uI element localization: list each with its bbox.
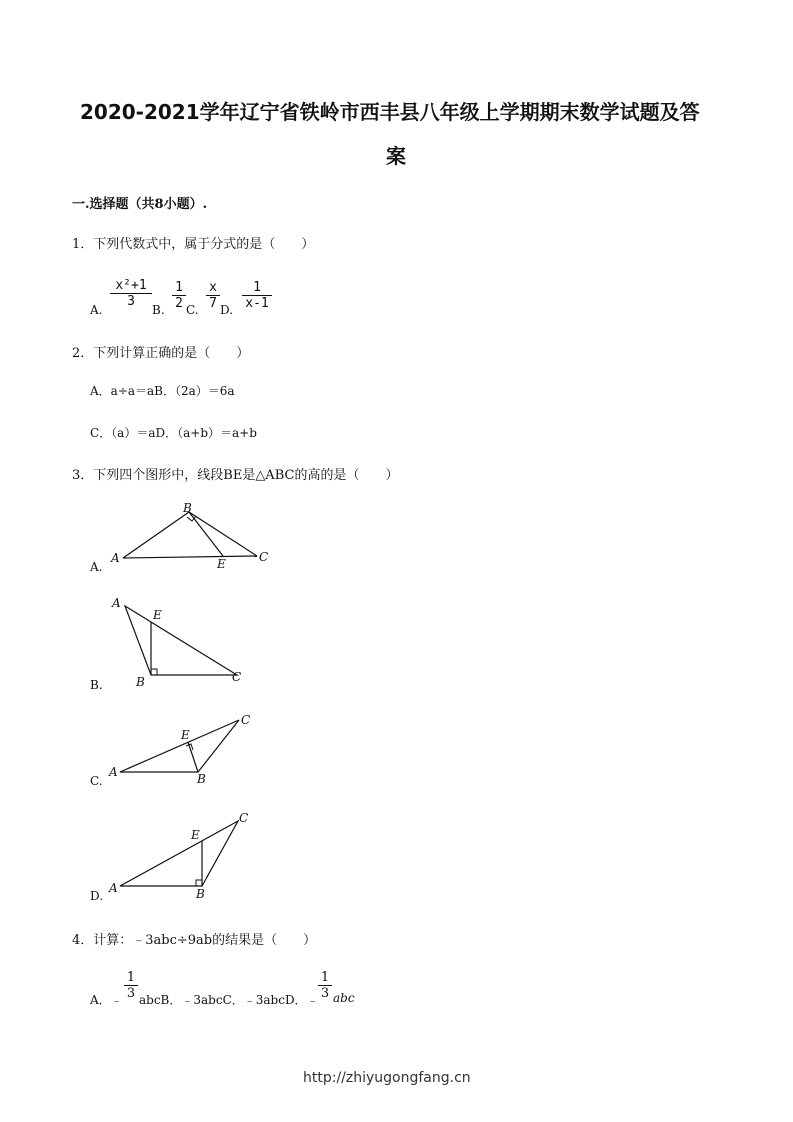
figure-a-label: A.	[90, 560, 103, 574]
option-a-label: A.	[90, 303, 103, 317]
point-a-label: A	[109, 881, 118, 895]
point-e-label: E	[153, 608, 162, 622]
option-d-label: D.	[220, 303, 234, 317]
point-b-label: B	[183, 501, 192, 515]
page-title: 2020-2021学年辽宁省铁岭市西丰县八年级上学期期末数学试题及答	[80, 100, 700, 124]
point-c-label: C	[232, 670, 242, 684]
option-a-fraction: $\frac{1}{3}$	[124, 970, 138, 1002]
question-3-stem: 3．下列四个图形中，线段BE是△ABC的高的是（ ）	[72, 468, 399, 483]
question-2-stem: 2．下列计算正确的是（ ）	[72, 346, 250, 361]
triangle-figure-c	[105, 710, 265, 790]
figure-d-label: D.	[90, 889, 104, 903]
triangle-figure-d	[105, 808, 265, 903]
triangle-figure-b	[105, 593, 255, 693]
option-d-fraction: $\frac{1}{3}$	[318, 970, 332, 1002]
point-c-label: C	[239, 811, 249, 825]
figure-b-label: B.	[90, 678, 103, 692]
point-a-label: A	[111, 551, 120, 565]
point-e-label: E	[217, 557, 226, 571]
option-a-fraction: $\frac{\text{x²+1}}{3}$	[110, 278, 152, 310]
point-b-label: B	[197, 772, 206, 786]
footer-url[interactable]: http://zhiyugongfang.cn	[303, 1070, 471, 1086]
point-b-label: B	[136, 675, 145, 689]
point-a-label: A	[109, 765, 118, 779]
option-c-fraction: $\frac{x}{7}$	[206, 280, 220, 312]
triangle-figure-a	[105, 498, 275, 573]
point-a-label: A	[112, 596, 121, 610]
option-b-fraction: $\frac{1}{2}$	[172, 280, 186, 312]
point-c-label: C	[241, 713, 251, 727]
figure-c-label: C.	[90, 774, 103, 788]
option-d-fraction: $\frac{1}{x-1}$	[242, 280, 272, 312]
question-2-options-row-1: A．a÷a＝aB．（2a）＝6a	[90, 384, 235, 398]
option-c-label: C.	[186, 303, 199, 317]
page-title-continued: 案	[386, 144, 406, 168]
question-2-options-row-2: C．（a）＝aD．（a+b）＝a+b	[90, 426, 257, 440]
point-b-label: B	[196, 887, 205, 901]
option-b-label: B.	[152, 303, 165, 317]
option-a-prefix: A．﹣	[90, 993, 123, 1007]
question-4-stem: 4．计算：﹣3abc÷9ab的结果是（ ）	[72, 933, 317, 948]
question-1-stem: 1．下列代数式中，属于分式的是（ ）	[72, 237, 315, 252]
section-heading: 一.选择题（共8小题）.	[72, 197, 208, 212]
point-e-label: E	[191, 828, 200, 842]
options-a-to-d-text: abcB．﹣3abcC．﹣3abcD．﹣	[139, 993, 319, 1007]
option-d-tail: abc	[333, 991, 355, 1005]
point-e-label: E	[181, 728, 190, 742]
point-c-label: C	[259, 550, 269, 564]
